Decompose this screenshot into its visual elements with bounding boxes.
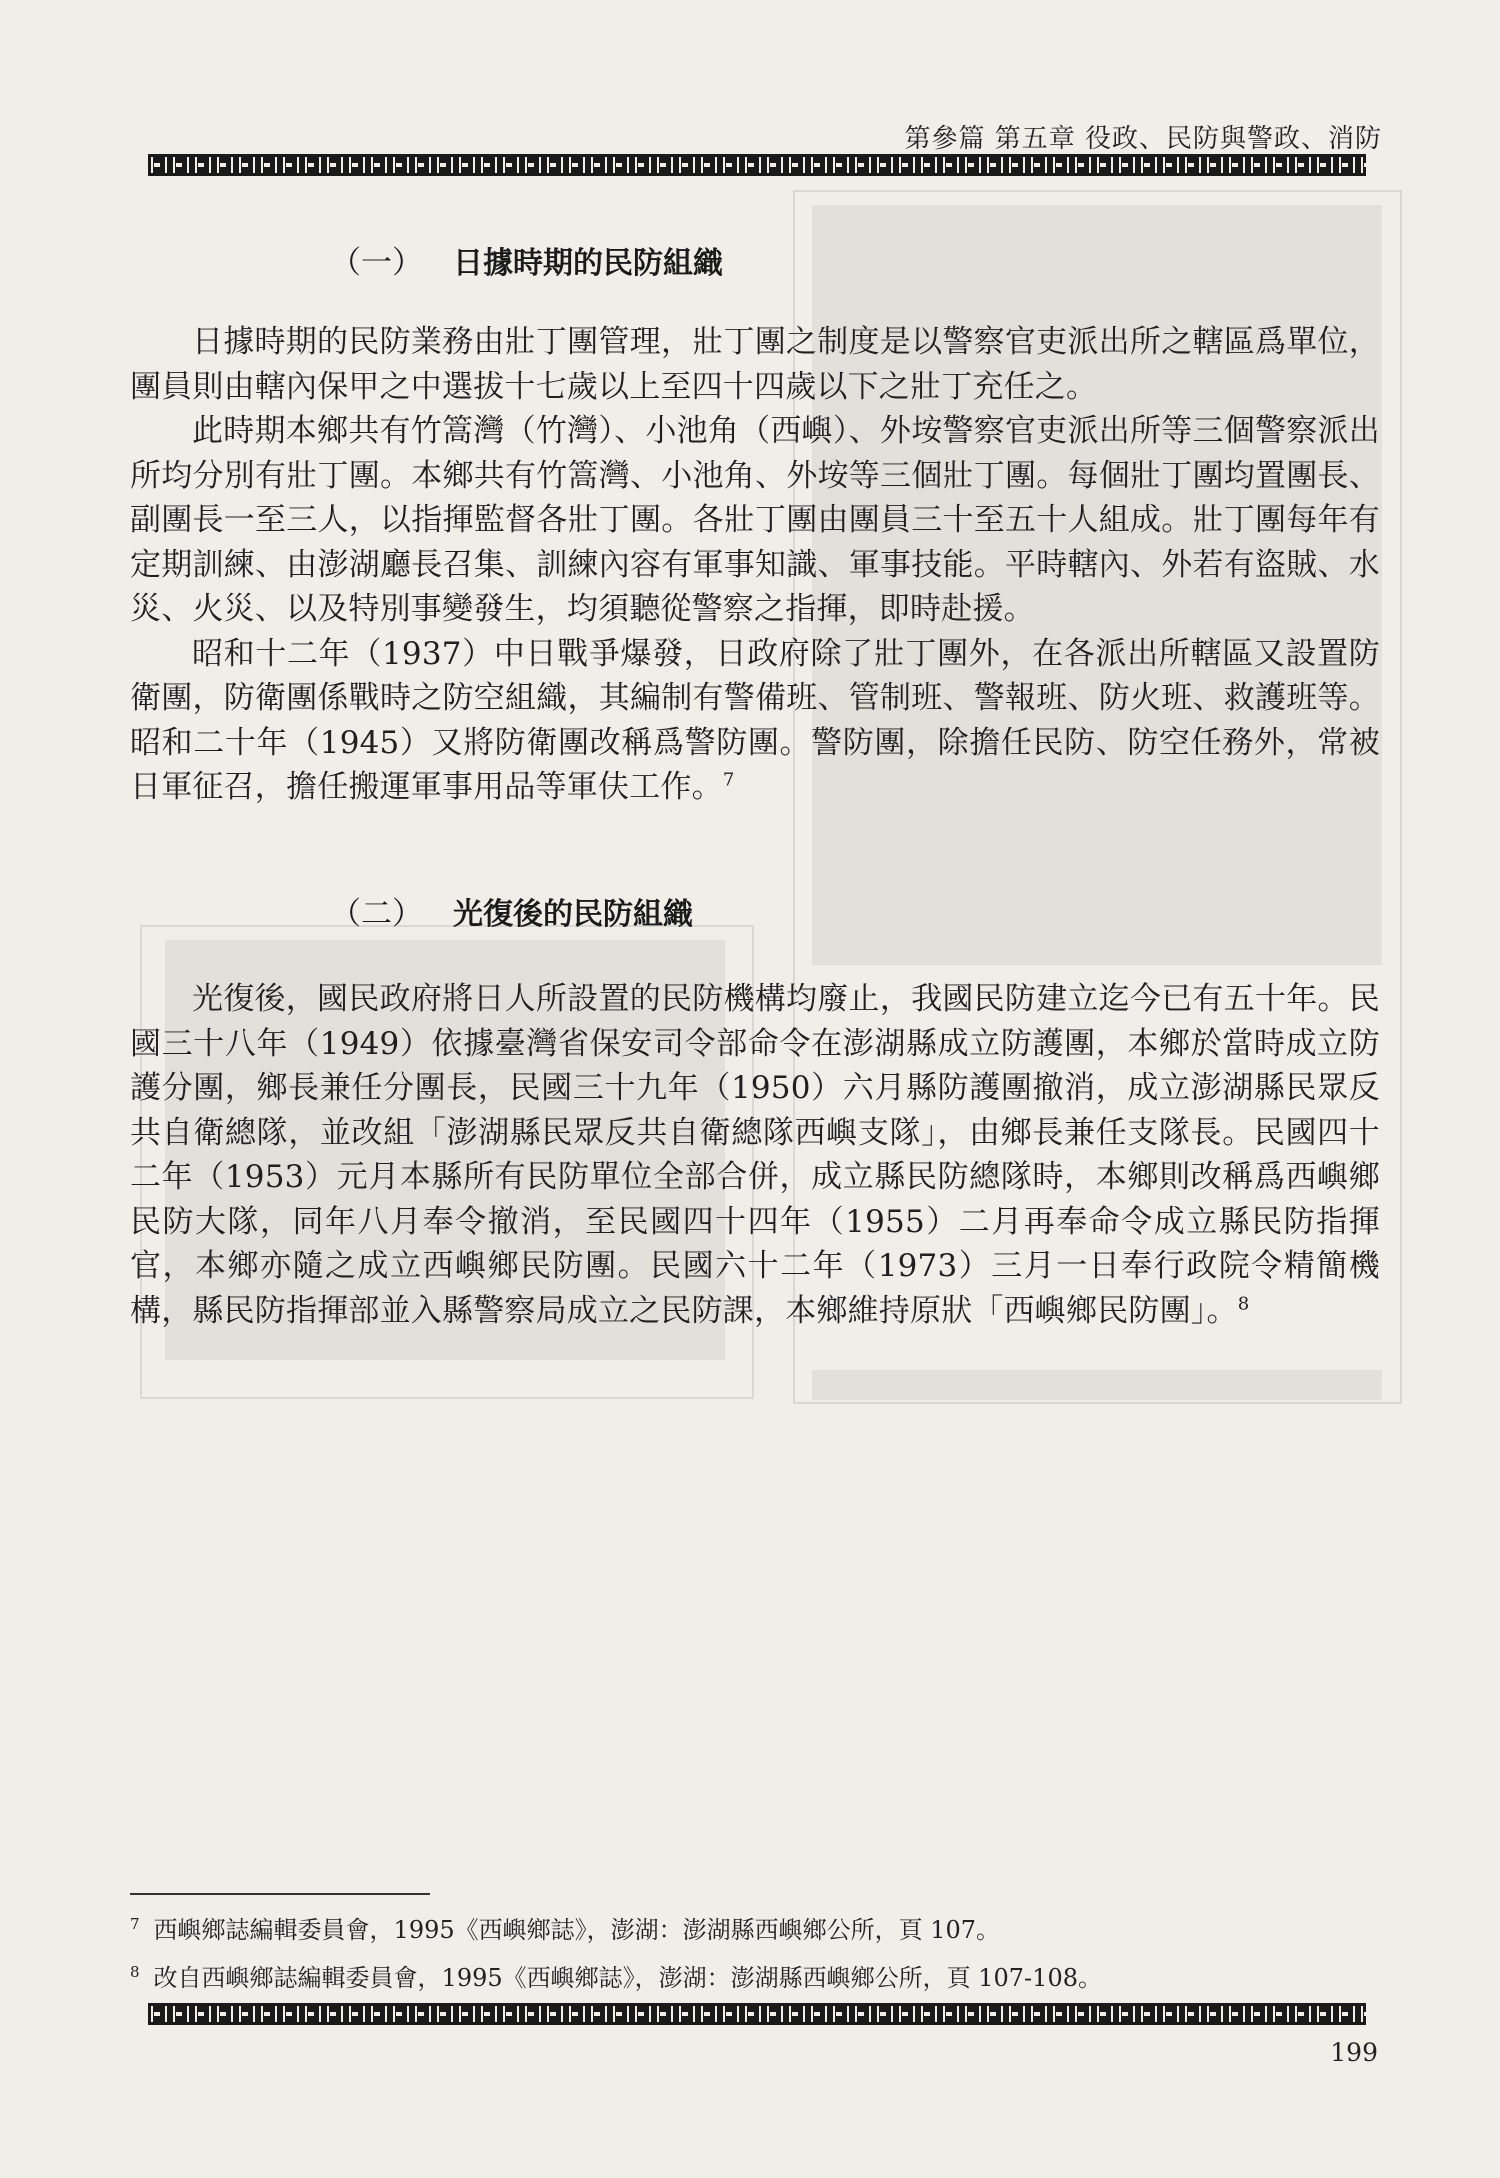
paragraph: 此時期本鄉共有竹篙灣（竹灣）、小池角（西嶼）、外垵警察官吏派出所等三個警察派出所均分別有壯丁團。本鄉共有竹篙灣、小池角、外垵等三個壯丁團。每個壯丁團均置團長、副團長一至三人，以指揮監督各壯丁團。各壯丁團由團員三十至五十人組成。壯丁團每年有定期訓練、由澎湖廳長召集、訓練內容有軍事知識、軍事技能。平時轄內、外若有盜賊、水災、火災、以及特別事變發生，均須聽從警察之指揮，即時赴援。 <box>130 413 1380 627</box>
paragraph <box>130 632 1380 810</box>
section-1-heading <box>330 237 723 282</box>
section-1-number: （一） <box>330 245 423 281</box>
paragraph: 日據時期的民防業務由壯丁團管理，壯丁團之制度是以警察官吏派出所之轄區爲單位，團員則由轄內保甲之中選拔十七歲以上至四十四歲以下之壯丁充任之。 <box>130 324 1380 405</box>
footnote <box>130 1903 1380 1951</box>
paragraph-text: 光復後，國民政府將日人所設置的民防機構均廢止，我國民防建立迄今已有五十年。民國三十八年（1949）依據臺灣省保安司令部命令在澎湖縣成立防護團，本鄉於當時成立防護分團，鄉長兼任分團長，民國三十九年（1950）六月縣防護團撤消，成立澎湖縣民眾反共自衛總隊，並改組「澎湖縣民眾反共自衛總隊西嶼支隊」，由鄉長兼任支隊長。民國四十二年（1953）元月本縣所有民防單位全部合併，成立縣民防總隊時，本鄉則改稱爲西嶼鄉民防大隊，同年八月奉令撤消，至民國四十四年（1955）二月再奉命令成立縣民防指揮官，本鄉亦隨之成立西嶼鄉民防團。民國六十二年（1973）三月一日奉行政院令精簡機構，縣民防指揮部並入縣警察局成立之民防課，本鄉維持原狀「西嶼鄉民防團」。 <box>130 981 1380 1329</box>
top-decorative-border <box>148 154 1366 176</box>
running-head: 第參篇 第五章 役政、民防與警政、消防 <box>904 124 1382 154</box>
paragraph <box>130 977 1380 1333</box>
footnote <box>130 1951 1380 1999</box>
section-2-number: （二） <box>330 896 423 932</box>
show-through-photo-bottom <box>812 1370 1382 1400</box>
footnote-text: 改自西嶼鄉誌編輯委員會，1995《西嶼鄉誌》，澎湖：澎湖縣西嶼鄉公所，頁 107-108。 <box>153 1964 1102 1992</box>
footnote-divider <box>130 1893 430 1895</box>
footnotes <box>130 1903 1380 1999</box>
footnote-mark: 8 <box>130 1963 140 1981</box>
section-1-body <box>130 320 1380 810</box>
page-number: 199 <box>1330 2038 1378 2067</box>
footnote-ref[interactable]: 8 <box>1237 1293 1250 1315</box>
section-2-heading <box>330 888 693 933</box>
section-2-body <box>130 977 1380 1333</box>
bottom-decorative-border <box>148 2003 1366 2025</box>
section-2-title: 光復後的民防組織 <box>453 897 693 932</box>
footnote-text: 西嶼鄉誌編輯委員會，1995《西嶼鄉誌》，澎湖：澎湖縣西嶼鄉公所，頁 107。 <box>153 1916 1001 1944</box>
footnote-ref[interactable]: 7 <box>722 769 735 791</box>
footnote-mark: 7 <box>130 1915 140 1933</box>
paragraph-text: 昭和十二年（1937）中日戰爭爆發，日政府除了壯丁團外，在各派出所轄區又設置防衛團，防衛團係戰時之防空組織，其編制有警備班、管制班、警報班、防火班、救護班等。昭和二十年（1945）又將防衛團改稱爲警防團。警防團，除擔任民防、防空任務外，常被日軍征召，擔任搬運軍事用品等軍伕工作。 <box>130 635 1380 805</box>
section-1-title: 日據時期的民防組織 <box>453 246 723 281</box>
